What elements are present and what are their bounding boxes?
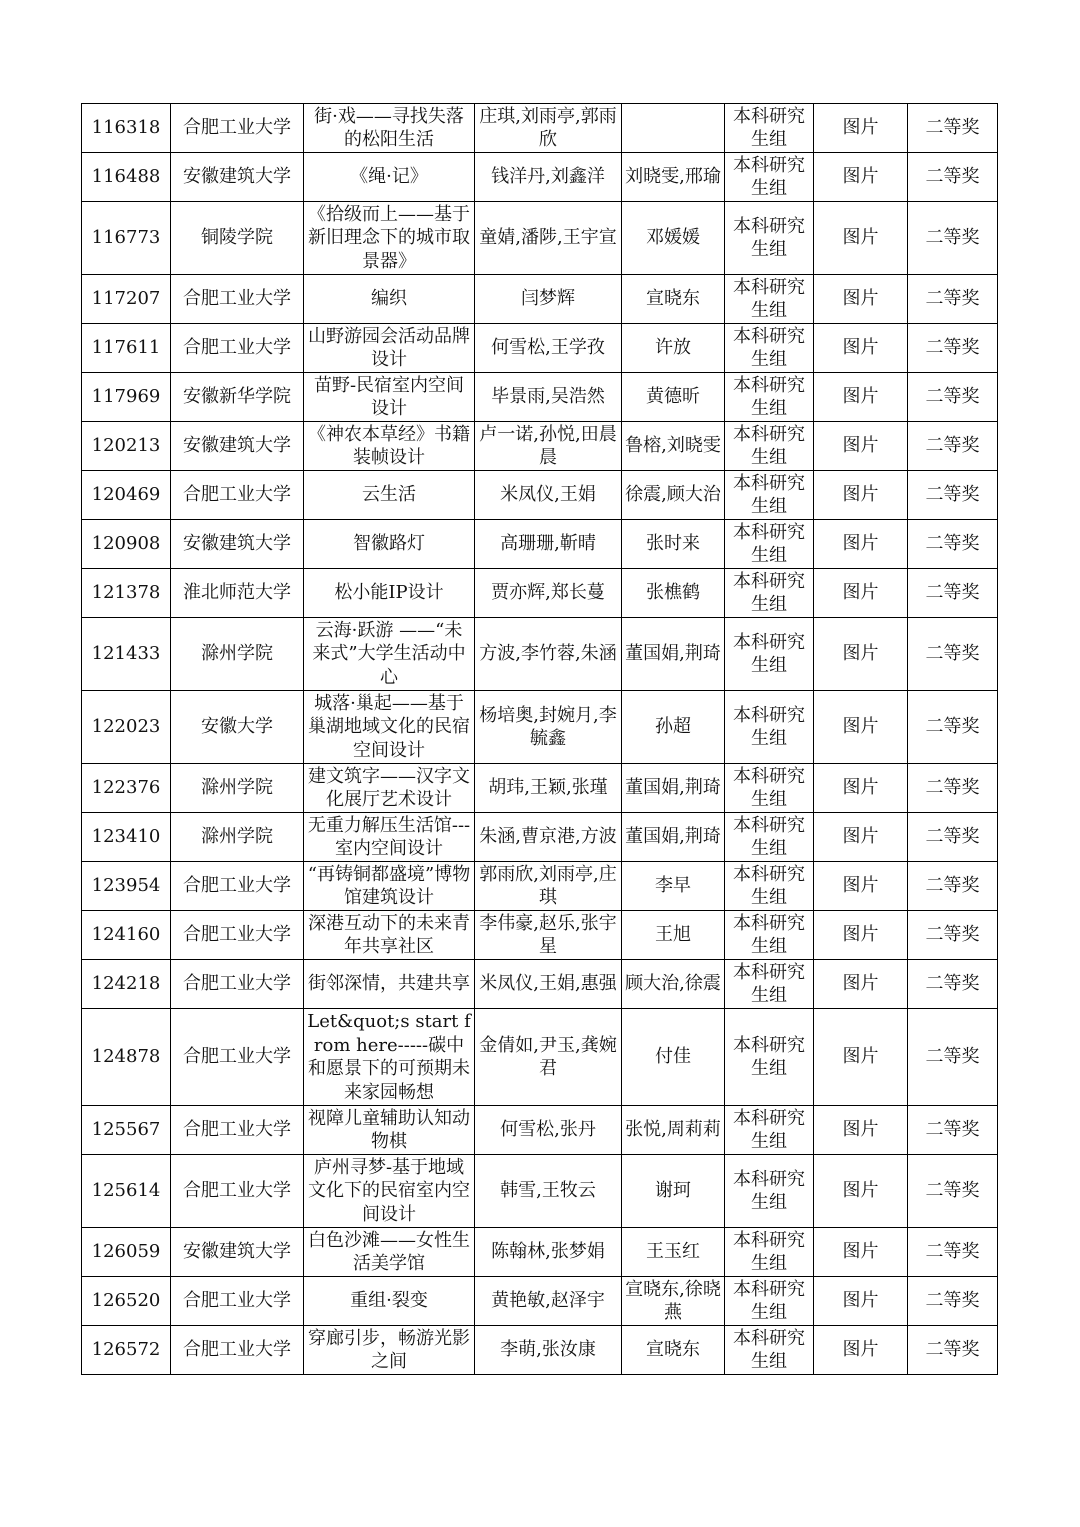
work-title-cell: 街·戏——寻找失落的松阳生活 — [304, 104, 475, 153]
school-cell: 铜陵学院 — [171, 202, 304, 275]
authors-cell: 米凤仪,王娟 — [475, 471, 622, 520]
school-cell: 合肥工业大学 — [171, 471, 304, 520]
authors-cell: 陈翰林,张梦娟 — [475, 1228, 622, 1277]
group-cell: 本科研究生组 — [725, 153, 814, 202]
advisor-cell: 顾大治,徐震 — [622, 960, 725, 1009]
entry-id-cell: 116488 — [82, 153, 171, 202]
work-title-cell: 云海·跃游 ——“未来式”大学生活动中心 — [304, 618, 475, 691]
entry-id-cell: 116773 — [82, 202, 171, 275]
award-cell: 二等奖 — [908, 275, 998, 324]
group-cell: 本科研究生组 — [725, 813, 814, 862]
entry-id-cell: 126572 — [82, 1326, 171, 1375]
authors-cell: 金倩如,尹玉,龚婉君 — [475, 1009, 622, 1106]
award-cell: 二等奖 — [908, 764, 998, 813]
award-cell: 二等奖 — [908, 862, 998, 911]
school-cell: 安徽建筑大学 — [171, 520, 304, 569]
school-cell: 合肥工业大学 — [171, 104, 304, 153]
award-cell: 二等奖 — [908, 1277, 998, 1326]
category-cell: 图片 — [814, 1155, 908, 1228]
authors-cell: 钱洋丹,刘鑫洋 — [475, 153, 622, 202]
school-cell: 安徽新华学院 — [171, 373, 304, 422]
group-cell: 本科研究生组 — [725, 1155, 814, 1228]
category-cell: 图片 — [814, 862, 908, 911]
advisor-cell: 谢珂 — [622, 1155, 725, 1228]
advisor-cell: 邓媛媛 — [622, 202, 725, 275]
work-title-cell: 庐州寻梦-基于地域文化下的民宿室内空间设计 — [304, 1155, 475, 1228]
table-row — [82, 862, 998, 911]
award-cell: 二等奖 — [908, 202, 998, 275]
school-cell: 合肥工业大学 — [171, 324, 304, 373]
table-row — [82, 813, 998, 862]
award-cell: 二等奖 — [908, 813, 998, 862]
category-cell: 图片 — [814, 1228, 908, 1277]
entry-id-cell: 122023 — [82, 691, 171, 764]
work-title-cell: 松小能IP设计 — [304, 569, 475, 618]
advisor-cell: 董国娟,荆琦 — [622, 764, 725, 813]
entry-id-cell: 125614 — [82, 1155, 171, 1228]
award-cell: 二等奖 — [908, 1228, 998, 1277]
work-title-cell: 街邻深情，共建共享 — [304, 960, 475, 1009]
school-cell: 合肥工业大学 — [171, 960, 304, 1009]
work-title-cell: 深港互动下的未来青年共享社区 — [304, 911, 475, 960]
category-cell: 图片 — [814, 422, 908, 471]
entry-id-cell: 121378 — [82, 569, 171, 618]
entry-id-cell: 126520 — [82, 1277, 171, 1326]
award-cell: 二等奖 — [908, 569, 998, 618]
group-cell: 本科研究生组 — [725, 1106, 814, 1155]
school-cell: 滁州学院 — [171, 618, 304, 691]
table-row — [82, 153, 998, 202]
work-title-cell: “再铸铜都盛境”博物馆建筑设计 — [304, 862, 475, 911]
advisor-cell: 董国娟,荆琦 — [622, 813, 725, 862]
school-cell: 安徽大学 — [171, 691, 304, 764]
group-cell: 本科研究生组 — [725, 1326, 814, 1375]
work-title-cell: 山野游园会活动品牌设计 — [304, 324, 475, 373]
group-cell: 本科研究生组 — [725, 202, 814, 275]
table-row — [82, 422, 998, 471]
category-cell: 图片 — [814, 275, 908, 324]
category-cell: 图片 — [814, 1106, 908, 1155]
authors-cell: 胡玮,王颖,张瑾 — [475, 764, 622, 813]
entry-id-cell: 124160 — [82, 911, 171, 960]
work-title-cell: 白色沙滩——女性生活美学馆 — [304, 1228, 475, 1277]
table-row — [82, 691, 998, 764]
award-cell: 二等奖 — [908, 618, 998, 691]
category-cell: 图片 — [814, 618, 908, 691]
advisor-cell: 宣晓东 — [622, 275, 725, 324]
table-row — [82, 520, 998, 569]
school-cell: 滁州学院 — [171, 764, 304, 813]
advisor-cell — [622, 104, 725, 153]
table-row — [82, 1106, 998, 1155]
award-cell: 二等奖 — [908, 520, 998, 569]
category-cell: 图片 — [814, 104, 908, 153]
award-cell: 二等奖 — [908, 960, 998, 1009]
table-row — [82, 1155, 998, 1228]
authors-cell: 贾亦辉,郑长蔓 — [475, 569, 622, 618]
table-row — [82, 275, 998, 324]
school-cell: 合肥工业大学 — [171, 1326, 304, 1375]
category-cell: 图片 — [814, 1277, 908, 1326]
category-cell: 图片 — [814, 911, 908, 960]
table-row — [82, 764, 998, 813]
group-cell: 本科研究生组 — [725, 1277, 814, 1326]
table-row — [82, 104, 998, 153]
category-cell: 图片 — [814, 373, 908, 422]
category-cell: 图片 — [814, 202, 908, 275]
group-cell: 本科研究生组 — [725, 324, 814, 373]
advisor-cell: 王玉红 — [622, 1228, 725, 1277]
award-cell: 二等奖 — [908, 373, 998, 422]
school-cell: 安徽建筑大学 — [171, 422, 304, 471]
work-title-cell: Let&quot;s start from here-----碳中和愿景下的可预期未来家园畅想 — [304, 1009, 475, 1106]
category-cell: 图片 — [814, 813, 908, 862]
authors-cell: 米凤仪,王娟,惠强 — [475, 960, 622, 1009]
authors-cell: 李萌,张汝康 — [475, 1326, 622, 1375]
table-row — [82, 1277, 998, 1326]
work-title-cell: 《绳·记》 — [304, 153, 475, 202]
work-title-cell: 无重力解压生活馆---室内空间设计 — [304, 813, 475, 862]
category-cell: 图片 — [814, 764, 908, 813]
authors-cell: 郭雨欣,刘雨亭,庄琪 — [475, 862, 622, 911]
advisor-cell: 张时来 — [622, 520, 725, 569]
school-cell: 安徽建筑大学 — [171, 1228, 304, 1277]
category-cell: 图片 — [814, 1326, 908, 1375]
group-cell: 本科研究生组 — [725, 1009, 814, 1106]
group-cell: 本科研究生组 — [725, 520, 814, 569]
entry-id-cell: 120469 — [82, 471, 171, 520]
table-row — [82, 911, 998, 960]
authors-cell: 方波,李竹蓉,朱涵 — [475, 618, 622, 691]
award-cell: 二等奖 — [908, 153, 998, 202]
entry-id-cell: 120213 — [82, 422, 171, 471]
work-title-cell: 重组·裂变 — [304, 1277, 475, 1326]
school-cell: 合肥工业大学 — [171, 862, 304, 911]
category-cell: 图片 — [814, 324, 908, 373]
authors-cell: 何雪松,王学孜 — [475, 324, 622, 373]
advisor-cell: 王旭 — [622, 911, 725, 960]
award-cell: 二等奖 — [908, 324, 998, 373]
group-cell: 本科研究生组 — [725, 275, 814, 324]
award-cell: 二等奖 — [908, 471, 998, 520]
group-cell: 本科研究生组 — [725, 960, 814, 1009]
group-cell: 本科研究生组 — [725, 471, 814, 520]
work-title-cell: 苗野-民宿室内空间设计 — [304, 373, 475, 422]
table-row — [82, 1326, 998, 1375]
work-title-cell: 编织 — [304, 275, 475, 324]
group-cell: 本科研究生组 — [725, 569, 814, 618]
category-cell: 图片 — [814, 471, 908, 520]
authors-cell: 庄琪,刘雨亭,郭雨欣 — [475, 104, 622, 153]
authors-cell: 韩雪,王牧云 — [475, 1155, 622, 1228]
advisor-cell: 刘晓雯,邢瑜 — [622, 153, 725, 202]
authors-cell: 黄艳敏,赵泽宇 — [475, 1277, 622, 1326]
school-cell: 合肥工业大学 — [171, 1106, 304, 1155]
advisor-cell: 鲁榕,刘晓雯 — [622, 422, 725, 471]
category-cell: 图片 — [814, 691, 908, 764]
table-row — [82, 324, 998, 373]
school-cell: 合肥工业大学 — [171, 1009, 304, 1106]
advisor-cell: 张悦,周莉莉 — [622, 1106, 725, 1155]
table-row — [82, 202, 998, 275]
school-cell: 合肥工业大学 — [171, 911, 304, 960]
advisor-cell: 张樵鹤 — [622, 569, 725, 618]
group-cell: 本科研究生组 — [725, 422, 814, 471]
entry-id-cell: 124878 — [82, 1009, 171, 1106]
award-cell: 二等奖 — [908, 1106, 998, 1155]
entry-id-cell: 120908 — [82, 520, 171, 569]
group-cell: 本科研究生组 — [725, 618, 814, 691]
advisor-cell: 李早 — [622, 862, 725, 911]
award-cell: 二等奖 — [908, 422, 998, 471]
advisor-cell: 黄德昕 — [622, 373, 725, 422]
school-cell: 合肥工业大学 — [171, 275, 304, 324]
work-title-cell: 城落·巢起——基于巢湖地域文化的民宿空间设计 — [304, 691, 475, 764]
advisor-cell: 宣晓东,徐晓燕 — [622, 1277, 725, 1326]
work-title-cell: 云生活 — [304, 471, 475, 520]
award-cell: 二等奖 — [908, 104, 998, 153]
work-title-cell: 《神农本草经》书籍装帧设计 — [304, 422, 475, 471]
advisor-cell: 付佳 — [622, 1009, 725, 1106]
work-title-cell: 穿廊引步，畅游光影之间 — [304, 1326, 475, 1375]
category-cell: 图片 — [814, 153, 908, 202]
award-cell: 二等奖 — [908, 691, 998, 764]
award-cell: 二等奖 — [908, 911, 998, 960]
authors-cell: 朱涵,曹京港,方波 — [475, 813, 622, 862]
category-cell: 图片 — [814, 960, 908, 1009]
authors-cell: 高珊珊,靳晴 — [475, 520, 622, 569]
school-cell: 合肥工业大学 — [171, 1155, 304, 1228]
advisor-cell: 宣晓东 — [622, 1326, 725, 1375]
award-cell: 二等奖 — [908, 1155, 998, 1228]
awards-table-body — [82, 104, 998, 1375]
school-cell: 合肥工业大学 — [171, 1277, 304, 1326]
work-title-cell: 《拾级而上——基于新旧理念下的城市取景器》 — [304, 202, 475, 275]
table-row — [82, 1228, 998, 1277]
table-row — [82, 960, 998, 1009]
entry-id-cell: 121433 — [82, 618, 171, 691]
advisor-cell: 董国娟,荆琦 — [622, 618, 725, 691]
table-row — [82, 471, 998, 520]
authors-cell: 童婧,潘陟,王宇宣 — [475, 202, 622, 275]
school-cell: 安徽建筑大学 — [171, 153, 304, 202]
group-cell: 本科研究生组 — [725, 691, 814, 764]
entry-id-cell: 117969 — [82, 373, 171, 422]
authors-cell: 闫梦辉 — [475, 275, 622, 324]
entry-id-cell: 124218 — [82, 960, 171, 1009]
school-cell: 淮北师范大学 — [171, 569, 304, 618]
group-cell: 本科研究生组 — [725, 373, 814, 422]
group-cell: 本科研究生组 — [725, 764, 814, 813]
work-title-cell: 建文筑字——汉字文化展厅艺术设计 — [304, 764, 475, 813]
category-cell: 图片 — [814, 1009, 908, 1106]
work-title-cell: 智徽路灯 — [304, 520, 475, 569]
group-cell: 本科研究生组 — [725, 911, 814, 960]
awards-table — [81, 103, 998, 1375]
entry-id-cell: 117207 — [82, 275, 171, 324]
entry-id-cell: 125567 — [82, 1106, 171, 1155]
authors-cell: 卢一诺,孙悦,田晨晨 — [475, 422, 622, 471]
entry-id-cell: 123410 — [82, 813, 171, 862]
group-cell: 本科研究生组 — [725, 862, 814, 911]
entry-id-cell: 117611 — [82, 324, 171, 373]
category-cell: 图片 — [814, 569, 908, 618]
table-row — [82, 373, 998, 422]
entry-id-cell: 126059 — [82, 1228, 171, 1277]
table-row — [82, 618, 998, 691]
school-cell: 滁州学院 — [171, 813, 304, 862]
table-row — [82, 569, 998, 618]
entry-id-cell: 123954 — [82, 862, 171, 911]
authors-cell: 李伟豪,赵乐,张宇星 — [475, 911, 622, 960]
advisor-cell: 孙超 — [622, 691, 725, 764]
entry-id-cell: 116318 — [82, 104, 171, 153]
category-cell: 图片 — [814, 520, 908, 569]
work-title-cell: 视障儿童辅助认知动物棋 — [304, 1106, 475, 1155]
award-cell: 二等奖 — [908, 1009, 998, 1106]
authors-cell: 毕景雨,吴浩然 — [475, 373, 622, 422]
authors-cell: 杨培奥,封婉月,李毓鑫 — [475, 691, 622, 764]
entry-id-cell: 122376 — [82, 764, 171, 813]
group-cell: 本科研究生组 — [725, 104, 814, 153]
advisor-cell: 许放 — [622, 324, 725, 373]
authors-cell: 何雪松,张丹 — [475, 1106, 622, 1155]
group-cell: 本科研究生组 — [725, 1228, 814, 1277]
award-cell: 二等奖 — [908, 1326, 998, 1375]
table-row — [82, 1009, 998, 1106]
advisor-cell: 徐震,顾大治 — [622, 471, 725, 520]
